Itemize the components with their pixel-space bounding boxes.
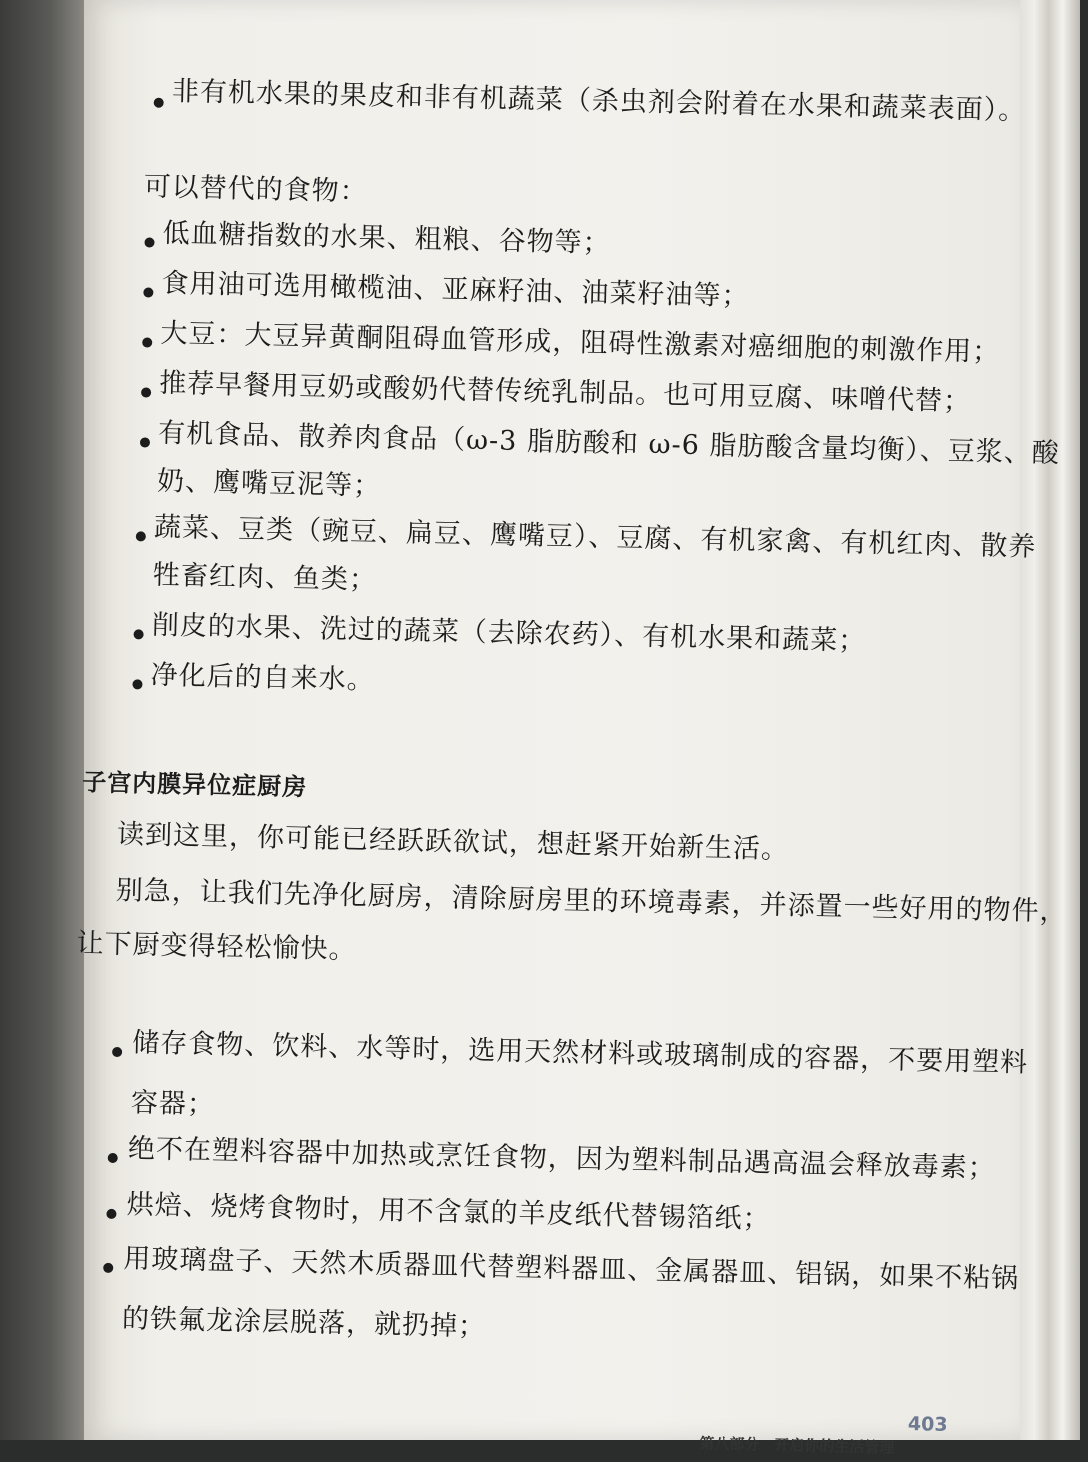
- list-item-continuation: 的铁氟龙涂层脱落，就扔掉；: [121, 1303, 487, 1343]
- paragraph-continuation: 让下厨变得轻松愉快。: [76, 928, 357, 966]
- list-item: 蔬菜、豆类（豌豆、扁豆、鹰嘴豆）、豆腐、有机家禽、有机红肉、散养: [153, 511, 1037, 563]
- bullet-icon: [143, 287, 153, 297]
- list-item: 用玻璃盘子、天然木质器皿代替塑料器皿、金属器皿、铝锅，如果不粘锅: [123, 1243, 1020, 1295]
- section-heading: 子宫内膜异位症厨房: [81, 768, 308, 802]
- bullet-icon: [108, 1153, 118, 1163]
- list-item: 削皮的水果、洗过的蔬菜（去除农药）、有机水果和蔬菜；: [151, 609, 867, 657]
- list-item: 有机食品、散养肉食品（ω-3 脂肪酸和 ω-6 脂肪酸含量均衡）、豆浆、酸: [157, 417, 1061, 470]
- list-item: 推荐早餐用豆奶或酸奶代替传统乳制品。也可用豆腐、味噌代替；: [158, 367, 972, 418]
- list-item: 大豆：大豆异黄酮阻碍血管形成，阻碍性激素对癌细胞的刺激作用；: [160, 317, 1001, 368]
- bullet-icon: [141, 387, 151, 397]
- page-number: 403: [907, 1413, 948, 1436]
- section-subtitle: 可以替代的食物：: [143, 171, 369, 208]
- bullet-icon: [132, 679, 142, 689]
- list-item: 绝不在塑料容器中加热或烹饪食物，因为塑料制品遇高温会释放毒素；: [127, 1133, 997, 1184]
- paragraph: 读到这里，你可能已经跃跃欲试，想赶紧开始新生活。: [116, 818, 790, 866]
- bullet-icon: [154, 98, 164, 108]
- list-item: 储存食物、饮料、水等时，选用天然材料或玻璃制成的容器，不要用塑料: [132, 1027, 1029, 1079]
- bullet-icon: [140, 437, 150, 447]
- list-item: 非有机水果的果皮和非有机蔬菜（杀虫剂会附着在水果和蔬菜表面）。: [171, 76, 1027, 127]
- list-item: 净化后的自来水。: [150, 659, 375, 696]
- list-item-continuation: 牲畜红肉、鱼类；: [152, 559, 378, 596]
- book-page: [76, 0, 1068, 1457]
- bullet-icon: [103, 1263, 113, 1273]
- bullet-icon: [106, 1209, 116, 1219]
- page-content: [51, 0, 1068, 1461]
- bullet-icon: [112, 1047, 122, 1057]
- book-page-edges: [1010, 0, 1080, 1440]
- list-item-continuation: 容器；: [130, 1087, 216, 1121]
- bullet-icon: [142, 337, 152, 347]
- paragraph: 别急，让我们先净化厨房，清除厨房里的环境毒素，并添置一些好用的物件，: [115, 874, 1068, 928]
- bullet-icon: [136, 531, 146, 541]
- list-item: 低血糖指数的水果、粗粮、谷物等；: [162, 217, 611, 260]
- list-item-continuation: 奶、鹰嘴豆泥等；: [156, 465, 382, 502]
- running-footer: 第八部分 开启你的生活管理: [699, 1434, 895, 1457]
- list-item: 烘焙、烧烤食物时，用不含氯的羊皮纸代替锡箔纸；: [126, 1189, 771, 1235]
- bullet-icon: [134, 629, 144, 639]
- bullet-icon: [144, 237, 154, 247]
- list-item: 食用油可选用橄榄油、亚麻籽油、油菜籽油等；: [161, 267, 750, 313]
